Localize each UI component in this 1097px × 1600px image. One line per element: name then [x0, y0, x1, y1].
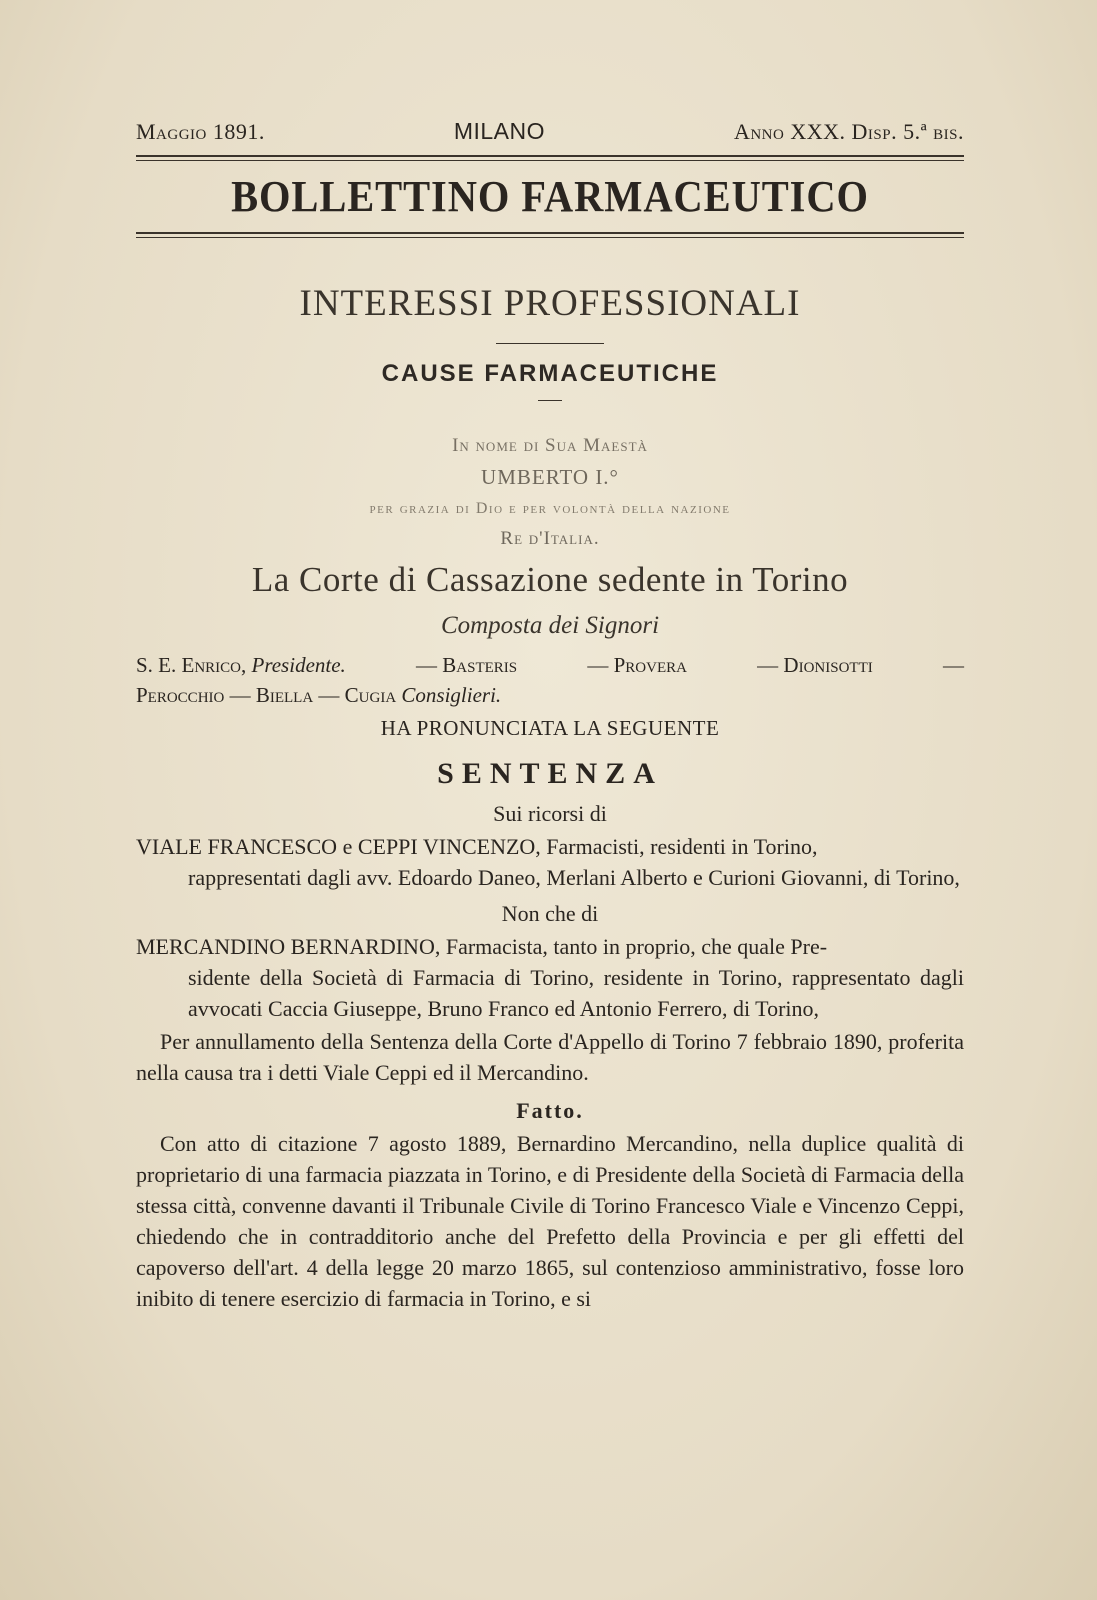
judge-member: — Basteris	[416, 653, 518, 677]
party-appellants-first-line: VIALE FRANCESCO e CEPPI VINCENZO, Farmacisti, residenti in Torino,	[136, 834, 818, 859]
judge-dash: —	[942, 653, 964, 677]
president-entry	[136, 650, 346, 680]
subsection-title: CAUSE FARMACEUTICHE	[381, 360, 719, 387]
publication-city: MILANO	[453, 118, 546, 144]
party-appellants	[136, 831, 964, 893]
president-role: Presidente.	[251, 653, 346, 677]
section-divider	[496, 343, 604, 344]
judge-members-line-2: Perocchio — Biella — Cugia	[136, 683, 397, 707]
party-respondent-details: sidente della Società di Farmacia di Torino, residente in Torino, rappresentato dagli avvocati Caccia Giuseppe, Bruno Franco ed Antonio Ferrero, di Torino,	[188, 965, 964, 1021]
party-respondent	[136, 931, 964, 1024]
facts-paragraph: Con atto di citazione 7 agosto 1889, Bernardino Mercandino, nella duplice qualità di proprietario di una farmacia piazzata in Torino, e di Presidente della Società di Farmacia della stessa città, convenne davanti il Tribunale Civile di Torino Francesco Viale e Vincenzo Ceppi, chiedendo che in contradditorio anche del Prefetto della Provincia e per gli effetti del capoverso dell'art. 4 della legge 20 marzo 1865, sul contenzioso amministrativo, fosse loro inibito di tenere esercizio di farmacia in Torino, e si	[136, 1131, 964, 1311]
running-header	[136, 118, 964, 145]
president-name: S. E. Enrico,	[136, 653, 247, 677]
invocation-line-1: In nome di Sua Maestà	[452, 435, 648, 456]
issue-date: Maggio 1891.	[136, 119, 265, 144]
judge-member: — Dionisotti	[757, 653, 873, 677]
appeals-heading: Sui ricorsi di	[493, 801, 607, 826]
court-composition-heading: Composta dei Signori	[440, 612, 660, 639]
judges-row-2	[136, 680, 964, 710]
facts-heading: Fatto.	[516, 1098, 584, 1123]
party-appellants-details: rappresentati dagli avv. Edoardo Daneo, Merlani Alberto e Curioni Giovanni, di Torino,	[188, 865, 960, 890]
page-content	[136, 118, 964, 1314]
court-name: La Corte di Cassazione sedente in Torino	[251, 560, 849, 599]
pronouncement-heading: HA PRONUNCIATA LA SEGUENTE	[380, 716, 720, 740]
members-role: Consiglieri.	[401, 683, 502, 707]
subsection-divider	[538, 400, 562, 401]
invocation-line-3: per grazia di Dio e per volontà della nazione	[369, 500, 731, 517]
masthead-title: BOLLETTINO FARMACEUTICO	[231, 172, 869, 221]
nonche-heading: Non che di	[501, 901, 599, 926]
party-respondent-first-line: MERCANDINO BERNARDINO, Farmacista, tanto in proprio, che quale Pre-	[136, 934, 828, 959]
invocation-king-name: UMBERTO I.°	[481, 465, 619, 489]
annulment-paragraph: Per annullamento della Sentenza della Corte d'Appello di Torino 7 febbraio 1890, proferita nella causa tra i detti Viale Ceppi ed il Mercandino.	[136, 1029, 964, 1085]
judges-list	[136, 650, 964, 710]
issue-number: Anno XXX. Disp. 5.ª bis.	[733, 119, 964, 144]
judges-row-1	[136, 650, 964, 680]
header-rule-bottom	[136, 232, 964, 238]
section-title: INTERESSI PROFESSIONALI	[299, 283, 801, 324]
judge-member: — Provera	[587, 653, 687, 677]
header-rule-top	[136, 155, 964, 161]
sentence-heading: SENTENZA	[437, 757, 663, 790]
invocation-line-4: Re d'Italia.	[500, 528, 600, 549]
